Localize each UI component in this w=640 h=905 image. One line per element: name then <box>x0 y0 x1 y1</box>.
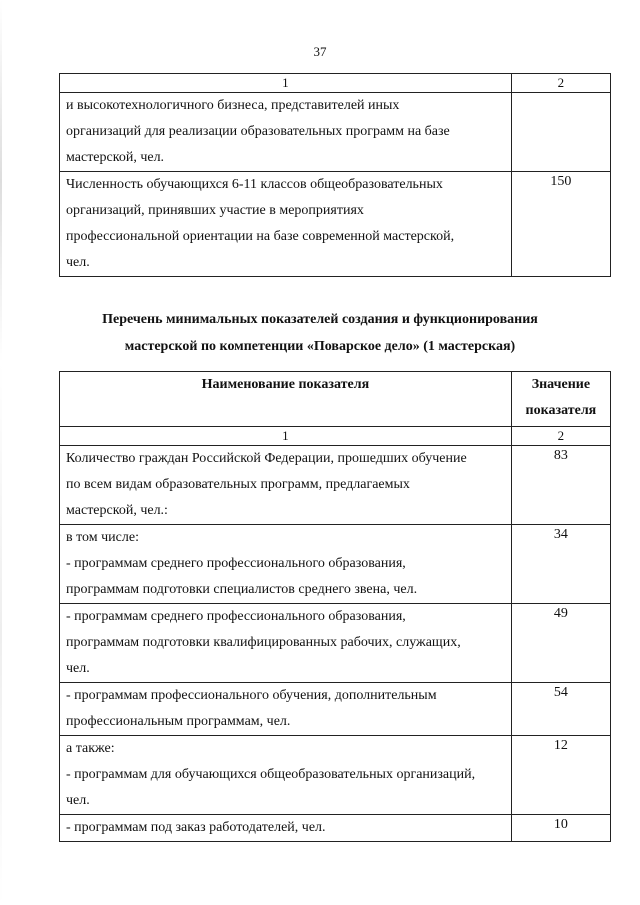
indicator-text-line: - программам для обучающихся общеобразовательных организаций, <box>66 767 476 782</box>
indicator-text-line: а также: <box>66 741 115 756</box>
indicator-value-cell: 12 <box>511 736 610 815</box>
indicator-value-cell <box>511 93 610 172</box>
indicator-text-line: мастерской, чел. <box>66 150 165 165</box>
table-row <box>60 683 611 736</box>
indicator-text-line: чел. <box>66 661 90 676</box>
indicator-value-cell: 150 <box>511 172 610 277</box>
indicator-name-cell <box>60 815 512 842</box>
column-number-1: 1 <box>60 74 512 93</box>
indicator-text-line: чел. <box>66 255 90 270</box>
indicator-text-line: и высокотехнологичного бизнеса, представителей иных <box>66 98 400 113</box>
table-row <box>60 736 611 815</box>
indicator-text-line: - программам под заказ работодателей, чел. <box>66 820 326 835</box>
indicator-value-cell: 10 <box>511 815 610 842</box>
table-row <box>60 446 611 525</box>
column-number-row <box>60 427 611 446</box>
indicator-name-cell <box>60 683 512 736</box>
indicator-name-cell <box>60 604 512 683</box>
indicator-text-line: чел. <box>66 793 90 808</box>
indicator-name-cell <box>60 93 512 172</box>
indicator-text-line: программам подготовки квалифицированных рабочих, служащих, <box>66 635 461 650</box>
indicator-value-cell: 83 <box>511 446 610 525</box>
section-heading-line-2: мастерской по компетенции «Поварское дело» (1 мастерская) <box>124 339 516 354</box>
indicators-table-continued <box>59 73 611 277</box>
page-number: 37 <box>313 44 327 59</box>
indicator-name-cell <box>60 525 512 604</box>
indicator-text-line: организаций для реализации образовательных программ на базе <box>66 124 450 139</box>
indicator-text-line: профессиональной ориентации на базе современной мастерской, <box>66 229 455 244</box>
indicator-value-cell: 34 <box>511 525 610 604</box>
indicator-name-cell <box>60 736 512 815</box>
table-row <box>60 93 611 172</box>
minimum-indicators-table <box>59 371 611 842</box>
header-value-line-1: Значение <box>531 377 591 392</box>
indicator-text-line: Количество граждан Российской Федерации, прошедших обучение <box>66 451 467 466</box>
header-indicator-value <box>511 372 610 427</box>
indicator-text-line: - программам среднего профессионального образования, <box>66 556 406 571</box>
indicator-text-line: программам подготовки специалистов среднего звена, чел. <box>66 582 418 597</box>
indicator-text-line: по всем видам образовательных программ, предлагаемых <box>66 477 410 492</box>
section-heading <box>0 306 640 360</box>
indicator-text-line: - программам профессионального обучения, дополнительным <box>66 688 437 703</box>
indicator-text-line: организаций, принявших участие в мероприятиях <box>66 203 364 218</box>
table-row <box>60 525 611 604</box>
section-heading-line-1: Перечень минимальных показателей создания и функционирования <box>102 312 538 327</box>
header-indicator-name: Наименование показателя <box>60 372 512 427</box>
header-value-line-2: показателя <box>525 403 597 418</box>
indicator-text-line: - программам среднего профессионального образования, <box>66 609 406 624</box>
header-row <box>60 372 611 427</box>
column-number-2: 2 <box>511 74 610 93</box>
scan-edge <box>0 0 2 905</box>
indicator-text-line: в том числе: <box>66 530 139 545</box>
indicator-name-cell <box>60 172 512 277</box>
column-number-row <box>60 74 611 93</box>
indicator-name-cell <box>60 446 512 525</box>
indicator-value-cell: 54 <box>511 683 610 736</box>
indicator-value-cell: 49 <box>511 604 610 683</box>
indicator-text-line: профессиональным программам, чел. <box>66 714 291 729</box>
column-number-2: 2 <box>511 427 610 446</box>
table-row <box>60 604 611 683</box>
indicator-text-line: Численность обучающихся 6-11 классов общеобразовательных <box>66 177 443 192</box>
indicator-text-line: мастерской, чел.: <box>66 503 168 518</box>
table-row <box>60 172 611 277</box>
table-row <box>60 815 611 842</box>
column-number-1: 1 <box>60 427 512 446</box>
